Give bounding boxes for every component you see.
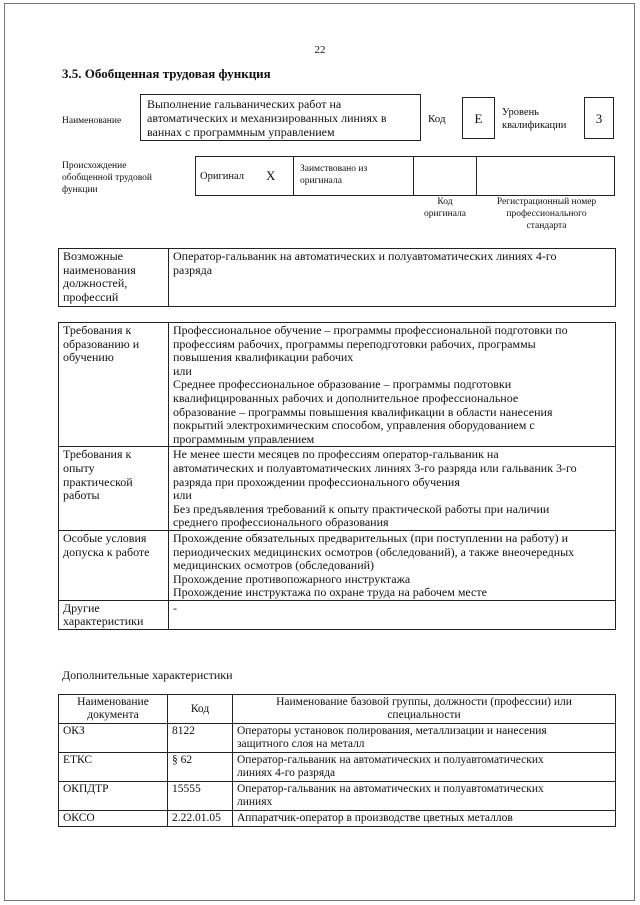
text-line: Требования к (63, 323, 132, 337)
text-line: квалифицированных рабочих и дополнительное профессиональное (173, 390, 519, 405)
req-value (169, 530, 616, 600)
header-doc (59, 695, 168, 724)
text-line: допуска к работе (63, 544, 150, 559)
code-value: E (462, 97, 495, 139)
text-line: профессионального (506, 209, 587, 219)
text-line: документа (87, 709, 139, 721)
req-label (59, 600, 169, 629)
text-line: или (173, 363, 192, 378)
cell-code: 15555 (168, 782, 233, 811)
text-line: Не менее шести месяцев по профессиям оператор-гальваник на (173, 447, 499, 462)
text-line: Наименование (77, 696, 149, 708)
original-mark: X (266, 168, 276, 183)
text-line: автоматических и механизированных линиях в (147, 111, 387, 125)
requirements-table (58, 322, 616, 630)
text-line: Операторы установок полирования, металлизации и нанесения (237, 725, 547, 737)
text-line: должностей, (63, 276, 128, 291)
text-line: работы (63, 488, 100, 503)
cell-doc: ОКЗ (59, 724, 168, 753)
text-line: функции (62, 185, 98, 195)
level-label (502, 107, 566, 132)
text-line: медицинских осмотров (обследований) (173, 558, 375, 573)
cell-doc: ЕТКС (59, 753, 168, 782)
borrowed-label (300, 163, 367, 187)
text-line: линиях 4-го разряда (237, 767, 336, 779)
name-value (141, 95, 420, 139)
text-line: периодических медицинских осмотров (обследований), а также внеочередных (173, 544, 575, 559)
text-line: практической (63, 474, 133, 489)
text-line: опыту (63, 460, 95, 475)
name-label: Наименование (62, 116, 122, 126)
req-row-other (59, 600, 616, 629)
header-code: Код (168, 695, 233, 724)
original-label: Оригинал (200, 171, 244, 182)
table-row (59, 724, 616, 753)
cell-name (233, 782, 616, 811)
additional-table (58, 694, 616, 827)
name-value-box (140, 94, 421, 141)
text-line: защитного слоя на металл (237, 738, 365, 750)
positions-label (59, 249, 169, 307)
positions-value (169, 249, 616, 307)
text-line: стандарта (526, 221, 567, 231)
text-line: обучению (63, 350, 114, 365)
text-line: Уровень (502, 107, 539, 118)
text-line: Прохождение инструктажа по охране труда на рабочем месте (173, 585, 487, 600)
table-row (59, 753, 616, 782)
text-line: или (173, 488, 192, 503)
code-label: Код (428, 113, 446, 125)
text-line: характеристики (63, 614, 144, 629)
cell-name (233, 724, 616, 753)
text-line: оригинала (424, 209, 466, 219)
text-line: Профессиональное обучение – программы профессиональной подготовки по (173, 323, 568, 337)
additional-rows (59, 724, 616, 827)
positions-table (58, 248, 616, 307)
text-line: Особые условия (63, 530, 147, 545)
additional-title: Дополнительные характеристики (62, 668, 233, 682)
page-number: 22 (314, 44, 326, 56)
text-line: наименования (63, 262, 136, 277)
table-row (59, 811, 616, 827)
req-label (59, 323, 169, 447)
cell-name (233, 753, 616, 782)
text-line: Прохождение противопожарного инструктажа (173, 571, 411, 586)
cell-code: 8122 (168, 724, 233, 753)
req-label (59, 530, 169, 600)
text-line: специальности (387, 709, 461, 721)
cell-code: § 62 (168, 753, 233, 782)
code-caption (412, 196, 478, 220)
text-line: образованию и (63, 336, 140, 351)
text-line: - (173, 600, 177, 615)
text-line: автоматических и полуавтоматических линиях 3-го разряда или гальваник 3-го (173, 460, 577, 475)
req-label (59, 447, 169, 531)
text-line: Оператор-гальваник на автоматических и полуавтоматических линиях 4-го (173, 249, 557, 263)
text-line: Другие (63, 600, 100, 615)
req-value (169, 600, 616, 629)
text-line: Оператор-гальваник на автоматических и полуавтоматических (237, 783, 544, 795)
req-row-experience (59, 447, 616, 531)
text-line: Возможные (63, 249, 123, 263)
text-line: покрытий электрохимическим способом, управления оборудованием с (173, 418, 535, 433)
text-line: обобщенной трудовой (62, 173, 152, 183)
text-line: Регистрационный номер (496, 197, 597, 207)
text-line: Происхождение (62, 161, 127, 171)
text-line: оригинала (300, 176, 342, 186)
text-line: Наименование базовой группы, должности (профессии) или (276, 696, 572, 708)
cell-doc: ОКПДТР (59, 782, 168, 811)
text-line: Выполнение гальванических работ на (147, 97, 342, 111)
text-line: Среднее профессиональное образование – программы подготовки (173, 377, 512, 392)
text-line: Аппаратчик-оператор в производстве цветных металлов (237, 812, 513, 824)
cell-doc: ОКСО (59, 811, 168, 827)
text-line: Код (437, 197, 453, 207)
text-line: Требования к (63, 447, 132, 462)
text-line: программным управлением (173, 431, 315, 446)
header-name (233, 695, 616, 724)
cell-name (233, 811, 616, 827)
req-row-education (59, 323, 616, 447)
text-line: квалификации (502, 119, 567, 131)
text-line: разряда (173, 262, 213, 277)
reg-caption (478, 196, 615, 232)
text-line: образование – программы повышения квалификации в области нанесения (173, 404, 553, 419)
text-line: Оператор-гальваник на автоматических и полуавтоматических (237, 754, 544, 766)
text-line: Прохождение обязательных предварительных (при поступлении на работу) и (173, 530, 569, 545)
req-row-conditions (59, 530, 616, 600)
origin-box (195, 156, 615, 196)
table-row (59, 782, 616, 811)
text-line: Заимствовано из (300, 164, 368, 174)
text-line: линиях (237, 796, 273, 808)
text-line: разряда при прохождении профессионального обучения (173, 474, 460, 489)
text-line: ваннах с программным управлением (147, 125, 335, 139)
text-line: среднего профессионального образования (173, 515, 389, 530)
additional-header-row (59, 695, 616, 724)
text-line: профессий (63, 289, 119, 304)
text-line: повышения квалификации рабочих (173, 350, 354, 365)
req-value (169, 447, 616, 531)
level-value: 3 (584, 97, 614, 139)
cell-code: 2.22.01.05 (168, 811, 233, 827)
text-line: Без предъявления требований к опыту практической работы при наличии (173, 501, 550, 516)
req-value (169, 323, 616, 447)
section-title: 3.5. Обобщенная трудовая функция (62, 66, 271, 81)
text-line: профессиям рабочих, программы переподготовки рабочих, программы (173, 336, 536, 351)
origin-label (62, 160, 152, 196)
